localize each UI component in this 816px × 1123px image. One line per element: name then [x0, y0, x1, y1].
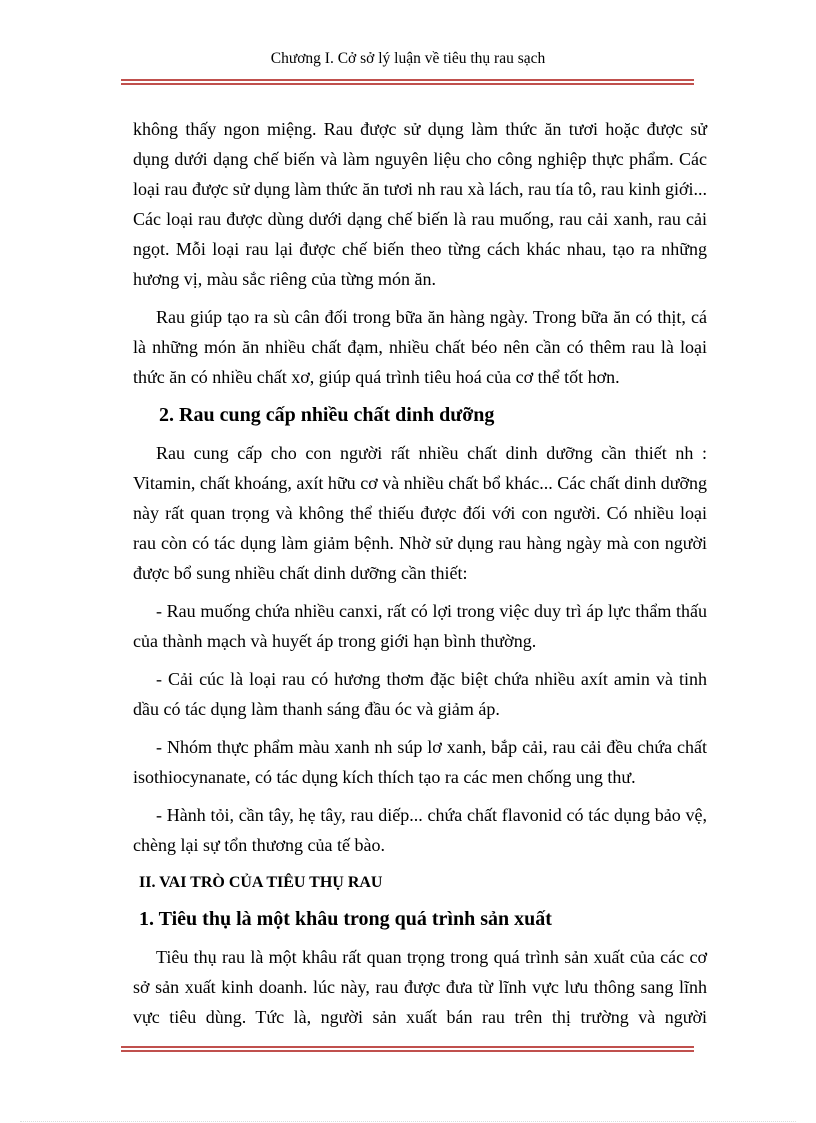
paragraph: không thấy ngon miệng. Rau được sử dụng làm thức ăn tươi hoặc được sử dụng dưới dạng chế biến và làm nguyên liệu cho công nghiệp thực phẩm. Các loại rau được sử dụng làm thức ăn tươi nh rau xà lách, rau tía tô, rau kinh giới... Các loại rau được dùng dưới dạng chế biến là rau muống, rau cải xanh, rau cải ngọt. Mỗi loại rau lại được chế biến theo từng cách khác nhau, tạo ra những hương vị, màu sắc riêng của từng món ăn. [133, 119, 707, 289]
subheading: 1. Tiêu thụ là một khâu trong quá trình sản xuất [139, 908, 552, 930]
section-heading: II. VAI TRÒ CỦA TIÊU THỤ RAU [139, 874, 383, 891]
header-divider [121, 79, 694, 85]
paragraph: Rau giúp tạo ra sù cân đối trong bữa ăn hàng ngày. Trong bữa ăn có thịt, cá là những món ăn nhiều chất đạm, nhiều chất béo nên cần có thêm rau là loại thức ăn có nhiều chất xơ, giúp quá trình tiêu hoá của cơ thể tốt hơn. [133, 307, 707, 387]
page-edge [20, 1121, 796, 1122]
page-header: Chương I. Cở sở lý luận về tiêu thụ rau sạch [270, 50, 546, 67]
bullet-item: - Hành tỏi, cần tây, hẹ tây, rau diếp... chứa chất flavonid có tác dụng bảo vệ, chèng lại sự tổn thương của tế bào. [133, 805, 707, 855]
paragraph: Tiêu thụ rau là một khâu rất quan trọng trong quá trình sản xuất của các cơ sở sản xuất kinh doanh. lúc này, rau được đưa từ lĩnh vực lưu thông sang lĩnh vực tiêu dùng. Tức là, người sản xuất bán rau trên thị trường và người [133, 947, 707, 1027]
bullet-item: - Cải cúc là loại rau có hương thơm đặc biệt chứa nhiều axít amin và tinh dầu có tác dụng làm thanh sáng đầu óc và giảm áp. [133, 669, 707, 719]
page-body [133, 114, 707, 1040]
subheading: 2. Rau cung cấp nhiều chất dinh dưỡng [159, 404, 495, 426]
bullet-item: - Rau muống chứa nhiều canxi, rất có lợi trong việc duy trì áp lực thẩm thấu của thành mạch và huyết áp trong giới hạn bình thường. [133, 601, 707, 651]
bullet-item: - Nhóm thực phẩm màu xanh nh súp lơ xanh, bắp cải, rau cải đều chứa chất isothiocynanate, có tác dụng kích thích tạo ra các men chống ung thư. [133, 737, 707, 787]
footer-divider [121, 1046, 694, 1052]
paragraph: Rau cung cấp cho con người rất nhiều chất dinh dưỡng cần thiết nh : Vitamin, chất khoáng, axít hữu cơ và nhiều chất bổ khác... Các chất dinh dưỡng này rất quan trọng và không thể thiếu được đối với con người. Có nhiều loại rau còn có tác dụng làm giảm bệnh. Nhờ sử dụng rau hàng ngày mà con người được bổ sung nhiều chất dinh dưỡng cần thiết: [133, 443, 707, 583]
